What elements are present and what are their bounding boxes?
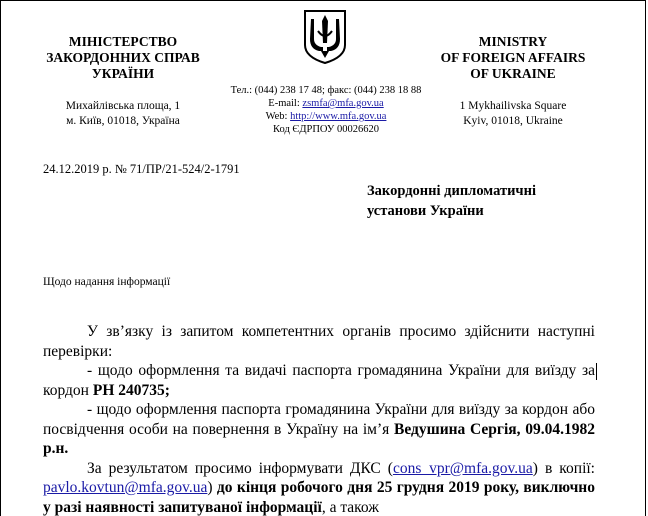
ministry-name-ua (23, 34, 223, 82)
body-paragraph-4 (43, 459, 595, 516)
body-paragraph-1: У зв’язку із запитом компетентних органів просимо здійснити наступні перевірки: (43, 323, 595, 360)
ministry-name-en-line1: MINISTRY (478, 34, 548, 49)
address-en-line1: 1 Mykhailivska Square (459, 100, 567, 112)
ministry-name-ua-line2: ЗАКОРДОННИХ СПРАВ (46, 50, 200, 65)
email-label: E-mail: (268, 98, 303, 109)
ministry-name-en-line3: OF UKRAINE (470, 66, 556, 81)
body-paragraph-2 (43, 361, 595, 400)
p4-text-c: ) (207, 479, 217, 496)
p2-text: - щодо оформлення та видачі паспорта громадянина України для виїзду за кордон (43, 362, 595, 399)
email-link[interactable]: zsmfa@mfa.gov.ua (302, 98, 384, 109)
edrpou-code: Код ЄДРПОУ 00026620 (273, 124, 379, 135)
cons-email-link[interactable]: cons_vpr@mfa.gov.ua (392, 459, 533, 477)
copy-email-link[interactable]: pavlo.kovtun@mfa.gov.ua (43, 479, 208, 496)
address-ua (23, 99, 223, 129)
person-name: Ведушина Сергія, 09.04.1982 р.н. (43, 420, 595, 457)
p4-text-b: ) в копії: (532, 459, 595, 477)
p4-text-d: , а також (321, 498, 379, 516)
recipient (367, 181, 536, 221)
recipient-line1: Закордонні дипломатичні (367, 183, 536, 199)
ministry-name-en-line2: OF FOREIGN AFFAIRS (440, 50, 586, 65)
subject-line: Щодо надання інформації (43, 276, 171, 288)
address-en (413, 99, 613, 129)
ministry-name-ua-line3: УКРАЇНИ (91, 66, 155, 81)
deadline-text: до кінця робочого дня 25 грудня 2019 року, виключно у разі наявності запитуваної інформації (43, 479, 595, 516)
address-ua-line2: м. Київ, 01018, Україна (66, 115, 180, 127)
phone-fax: Тел.: (044) 238 17 48; факс: (044) 238 18 88 (230, 85, 422, 96)
p3-text: - щодо оформлення паспорта громадянина України для виїзду за кордон або посвідчення особи на повернення в Україну на ім’я (43, 401, 595, 438)
web-link[interactable]: http://www.mfa.gov.ua (290, 111, 387, 122)
ministry-name-en (413, 34, 613, 82)
text-cursor (596, 363, 597, 380)
ministry-name-ua-line1: МІНІСТЕРСТВО (68, 34, 178, 49)
address-en-line2: Kyiv, 01018, Ukraine (463, 115, 563, 127)
address-ua-line1: Михайлівська площа, 1 (65, 100, 181, 112)
registration-line: 24.12.2019 р. № 71/ПР/21-524/2-1791 (43, 162, 240, 176)
web-label: Web: (265, 111, 291, 122)
p4-text-a: За результатом просимо інформувати ДКС ( (87, 459, 393, 477)
body-paragraph-3 (43, 400, 595, 459)
trident-emblem-icon (301, 7, 349, 65)
letter-body (43, 322, 595, 516)
recipient-line2: установи України (367, 203, 484, 219)
passport-number: РН 240735; (92, 381, 170, 399)
